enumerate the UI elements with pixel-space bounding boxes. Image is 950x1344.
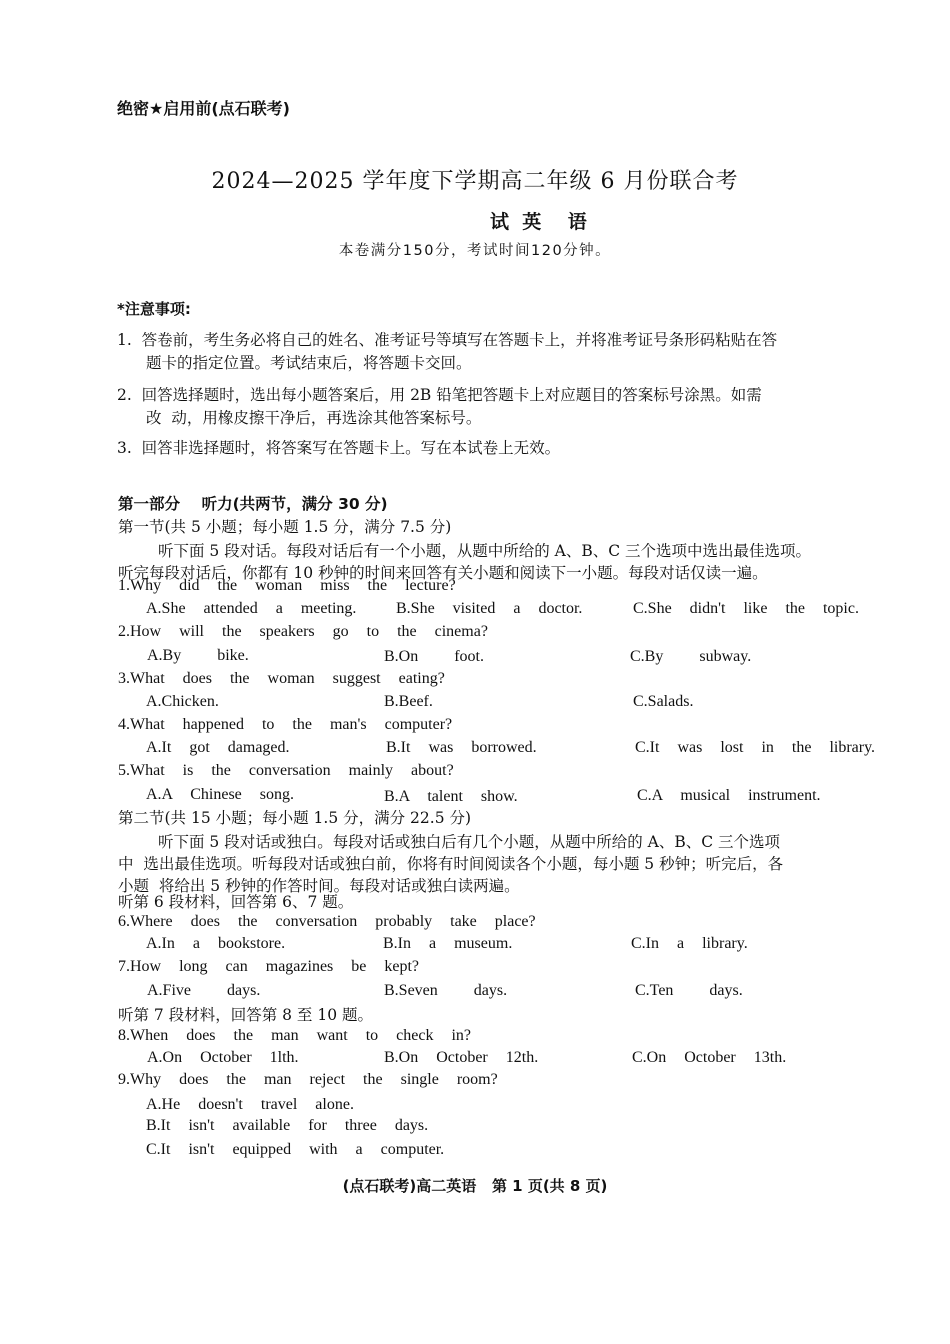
- score-info: 本卷满分150分，考试时间120分钟。: [338, 243, 612, 259]
- question-7-option-a: A.Five days.: [147, 982, 261, 999]
- section1-instruction-2: 听完每段对话后，你都有 10 秒钟的时间来回答有关小题和阅读下一小题。每段对话仅读一遍。: [118, 564, 768, 582]
- question-9-option-c: C.It isn't equipped with a computer.: [146, 1141, 445, 1158]
- section2-instruction-2: 中 选出最佳选项。听每段对话或独白前，你将有时间阅读各个小题，每小题 5 秒钟；听完后，各: [118, 855, 784, 873]
- page-footer: (点石联考)高二英语 第 1 页(共 8 页): [342, 1177, 608, 1195]
- subject-title: 试 英 语: [490, 211, 587, 233]
- question-6-option-b: B.In a museum.: [383, 935, 513, 952]
- question-8-option-c: C.On October 13th.: [632, 1049, 787, 1066]
- question-7-option-b: B.Seven days.: [384, 982, 508, 999]
- question-5-option-a: A.A Chinese song.: [146, 786, 294, 803]
- question-3-stem: 3.What does the woman suggest eating?: [118, 670, 445, 687]
- question-9-option-a: A.He doesn't travel alone.: [146, 1096, 354, 1113]
- question-1-option-b: B.She visited a doctor.: [396, 600, 583, 617]
- question-2-option-a: A.By bike.: [147, 647, 249, 664]
- notes-heading: *注意事项:: [117, 300, 191, 318]
- question-5-option-c: C.A musical instrument.: [637, 787, 821, 804]
- material-6-note: 听第 6 段材料，回答第 6、7 题。: [118, 893, 354, 911]
- question-7-stem: 7.How long can magazines be kept?: [118, 958, 420, 975]
- material-7-note: 听第 7 段材料，回答第 8 至 10 题。: [118, 1006, 374, 1024]
- part1-heading: 第一部分 听力(共两节，满分 30 分): [118, 495, 388, 513]
- question-6-option-a: A.In a bookstore.: [146, 935, 286, 952]
- question-4-option-b: B.It was borrowed.: [386, 739, 537, 756]
- section2-heading: 第二节(共 15 小题；每小题 1.5 分，满分 22.5 分): [118, 809, 472, 827]
- question-9-option-b: B.It isn't available for three days.: [146, 1117, 429, 1134]
- section1-heading: 第一节(共 5 小题；每小题 1.5 分，满分 7.5 分): [118, 518, 452, 536]
- question-4-stem: 4.What happened to the man's computer?: [118, 716, 453, 733]
- question-2-option-c: C.By subway.: [630, 648, 752, 665]
- exam-title: 2024—2025 学年度下学期高二年级 6 月份联合考: [211, 169, 739, 194]
- question-5-option-b: B.A talent show.: [384, 788, 518, 805]
- question-8-option-b: B.On October 12th.: [384, 1049, 539, 1066]
- question-8-stem: 8.When does the man want to check in?: [118, 1027, 472, 1044]
- question-4-option-a: A.It got damaged.: [146, 739, 290, 756]
- note-1-line2: 题卡的指定位置。考试结束后，将答题卡交回。: [146, 354, 472, 372]
- question-7-option-c: C.Ten days.: [635, 982, 743, 999]
- question-3-option-b: B.Beef.: [384, 693, 433, 710]
- section2-instruction-1: 听下面 5 段对话或独白。每段对话或独白后有几个小题，从题中所给的 A、B、C 三个选项: [158, 833, 781, 851]
- question-2-option-b: B.On foot.: [384, 648, 484, 665]
- question-1-option-a: A.She attended a meeting.: [146, 600, 357, 617]
- question-8-option-a: A.On October 1lth.: [147, 1049, 299, 1066]
- confidential-label: 绝密★启用前(点石联考): [117, 99, 290, 118]
- note-2-line2: 改 动，用橡皮擦干净后，再选涂其他答案标号。: [146, 409, 482, 427]
- question-3-option-a: A.Chicken.: [146, 693, 219, 710]
- section1-instruction-1: 听下面 5 段对话。每段对话后有一个小题，从题中所给的 A、B、C 三个选项中选出最佳选项。: [158, 542, 812, 560]
- question-6-stem: 6.Where does the conversation probably take place?: [118, 913, 536, 930]
- question-3-option-c: C.Salads.: [633, 693, 694, 710]
- question-1-option-c: C.She didn't like the topic.: [633, 600, 859, 617]
- section2-instruction-3: 小题 将给出 5 秒钟的作答时间。每段对话或独白读两遍。: [118, 877, 520, 895]
- note-1-line1: 1. 答卷前，考生务必将自己的姓名、准考证号等填写在答题卡上，并将准考证号条形码粘贴在答: [117, 331, 778, 349]
- note-2-line1: 2. 回答选择题时，选出每小题答案后，用 2B 铅笔把答题卡上对应题目的答案标号涂黑。如需: [117, 386, 762, 404]
- question-6-option-c: C.In a library.: [631, 935, 748, 952]
- question-1-stem: 1.Why did the woman miss the lecture?: [118, 577, 456, 594]
- question-5-stem: 5.What is the conversation mainly about?: [118, 762, 454, 779]
- question-2-stem: 2.How will the speakers go to the cinema?: [118, 623, 488, 640]
- note-3-line1: 3. 回答非选择题时，将答案写在答题卡上。写在本试卷上无效。: [117, 439, 561, 457]
- question-4-option-c: C.It was lost in the library.: [635, 739, 876, 756]
- question-9-stem: 9.Why does the man reject the single room?: [118, 1071, 498, 1088]
